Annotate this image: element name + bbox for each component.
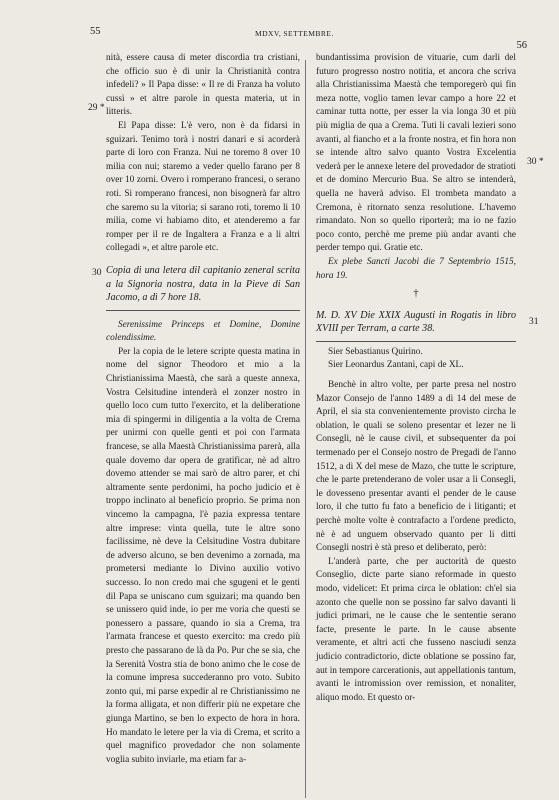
paragraph: Per la copia de le letere scripte questa matina in nome del signor Theodoro et mio a la Christianissima Maestà, che sarà a queste annexa, Vostra Celsitudine intenderà el zonzer nostro in quello loco cum tutto l'exercito, et la deliberatione mia di spingermi in diligentia a la volta de Crema per unirmi con quelle genti et poi con l'armata francese, se alla Maestà Christianissima parerà, alla quale dovemo dar opera de gratificar, nè ad altro dovemo attender se mai sarò de altro parer, et chi altramente sente perdonimi, ha pocho judicio et è troppo inclinato al beneficio proprio. Se prima non vincemo la campagna, l'è pazia expressa tentare altre imprese: vinta quella, tute le altre sono facilissime, nè deve la Celsitudine Vostra dubitare de adverso alcuno, se ben devenimo a zornada, ma prometersi mediante lo Divino auxilio votivo successo. Io non credo mai che sgugeni et le genti dil Papa se uniscano cum sguizari; ma quando ben se unissero quid inde, io per me voria che questi se ponessero a passare, quando io sia a Crema, tra l'armata francese et questo exercito: ma credo più presto che passarano de là da Po. Pur che se sia, che la Serenità Vostra stia de bono animo che le cose de la comune impresa succederanno pro voto. Subito zonto qui, mi parse expedir al re Christianissimo ne la forma alligata, et non differir più ne expetare che giunga Martino, se ben lo expecto de hora in hora. Ho mandato le letere per la via di Crema, et scrito a quel magnifico provedador che non solamente voglia subito inviarle, ma etiam far a- <box>106 346 300 765</box>
letter-address: Serenissime Princeps et Domine, Domine colendissime. <box>106 319 300 344</box>
signatory: Sier Sebastianus Quirino. <box>328 346 423 357</box>
heading-rule <box>316 341 516 342</box>
paragraph: bundantissima provision de vituarie, cum darli del futuro progresso nostro notitia, et ancora che scriva alla Christianissima Maestà che temporegerò qui fin meza notte, voglio tamen levar campo a hore 22 et caminar tutta notte, per esser la via longa 30 et più più miglia de qua a Crema. Tuti li cavali lezieri sono avanti, al fiancho et a la fronte nostra, et fin hora non se intende altro salvo quanto Vostra Excelentia vederà per le annexe letere del provedador de stratioti et de domino Mercurio Bua. Se altro se intenderà, quella ne haverà adviso. El trombeta mandato a Cremona, è ritornato senza resolutione. L'havemo rimandato. Non so quello riporterà; ma io ne fazio poco conto, perchè me preme più andar avanti che perder tempo qui. Gratie etc. <box>316 53 516 254</box>
cross-mark: † <box>413 288 419 300</box>
running-title: MDXV, SETTEMBRE. <box>255 29 334 38</box>
paragraph: El Papa disse: L'è vero, non è da fidarsi in sguizari. Tenimo torà i nostri danari e si acorderà parte di loro con Franza. Nui ne toremo 8 over 10 milia con nui; staremo a veder quello farano per 8 over 10 zorni. Overo i romperano francesi, o serano roti. Si romperano francesi, non bisognerà far altro che saremo su la vitoria; si sarano roti, toremo li 10 milia, come vi habiamo dito, et atenderemo a far romper per il re de Ingaltera a Franza e a li altri collegadi », et altre parole etc. <box>106 120 300 254</box>
margin-number-31: 31 <box>529 317 539 327</box>
heading-rule <box>106 310 300 311</box>
right-column <box>316 52 516 705</box>
page-number-right: 56 <box>516 40 527 51</box>
page-number-left: 55 <box>90 26 101 37</box>
margin-number-30-left: 30 <box>92 268 102 278</box>
decree-heading: M. D. XV Die XXIX Augusti in Rogatis in libro XVIII per Terram, a carte 38. <box>316 309 516 335</box>
column-divider <box>305 60 306 798</box>
letter-heading: Copia di una letera dil capitanio zeneral scrita a la Signoria nostra, data in la Pieve di San Jacomo, a dì 7 hore 18. <box>106 264 300 304</box>
left-column <box>106 52 300 767</box>
margin-number-29: 29 * <box>88 103 105 113</box>
paragraph: Benchè in altro volte, per parte presa nel nostro Mazor Consejo de l'anno 1489 a dì 14 del mese de April, el sia sta convenientemente provisto circha le oblation, le quali se soleno presentar et lezer ne li Conseglì, nè le cause civil, et subsequenter da poi termenado per el Consejo nostro de Pregadi de l'anno 1512, a dì X del mese de Mazo, che tutte le scripture, che le parte pretenderano de voler usar a li Consegli, le dovesseno presentar avanti el pender de le cause loro, il che tutto fu fato a beneficio de i litiganti; et perchè molte volte è contrafacto a l'ordene predicto, nè è ad unguem observado quanto per li ditti Consegli nostri è stà preso et deliberato, però: <box>316 380 516 554</box>
margin-number-30-right: 30 * <box>527 157 544 167</box>
dateline: Ex plebe Sancti Jacobi die 7 Septembrio 1515, hora 19. <box>316 256 516 281</box>
paragraph: L'anderà parte, che per auctorità de questo Conseglio, dicte parte siano reformade in questo modo, videlicet: Et prima circa le oblation: ch'el sia azonto che quelle non se possino far salvo davanti li judici primari, ne le cause che le sententie serano facte, presente le parte. In le cause absente veramente, et altri acti che fusseno nasciudi senza judicio contradictorio, dicte oblatione se possino far, aut in tempore carcerationis, aut appellationis tantum, avanti le intromission over remission, et nonaliter, aliquo modo. Et questo or- <box>316 556 516 703</box>
paragraph: nità, essere causa di meter discordia tra cristiani, che officio suo è di unir la Christianità contra infedeli? » Il Papa disse: « Il re di Franza ha voluto cussì » et altre parole in questa materia, ut in litteris. <box>106 53 300 118</box>
signatory: Sier Leonardus Zantani, capi de XL. <box>328 360 464 371</box>
